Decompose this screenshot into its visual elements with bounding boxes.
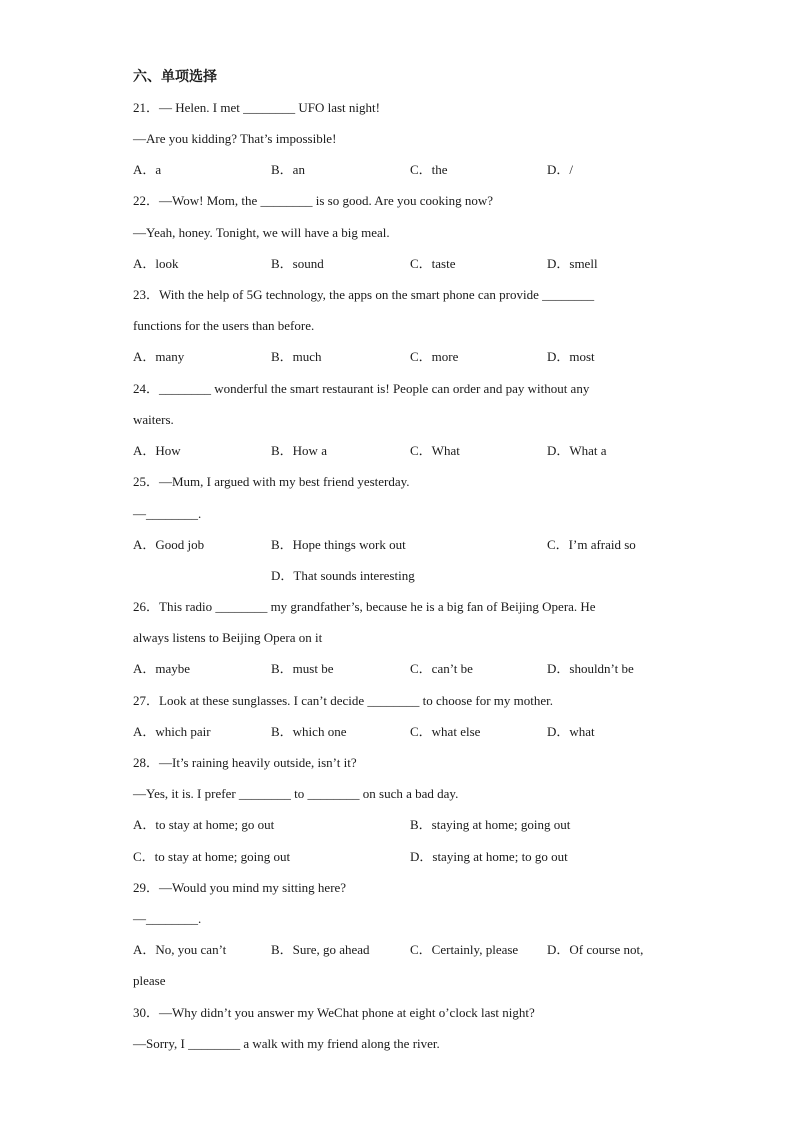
q28-option-b[interactable]: B．staying at home; going out bbox=[410, 817, 571, 832]
question-23-stem: 23．With the help of 5G technology, the apps on the smart phone can provide ________ bbox=[133, 287, 595, 302]
section-title: 六、单项选择 bbox=[133, 69, 217, 85]
q29-option-c[interactable]: C．Certainly, please bbox=[410, 942, 519, 957]
question-24-stem-cont: waiters. bbox=[133, 412, 174, 427]
q24-option-b[interactable]: B．How a bbox=[271, 443, 327, 458]
q26-option-d[interactable]: D．shouldn’t be bbox=[547, 661, 634, 676]
question-23-stem-cont: functions for the users than before. bbox=[133, 318, 315, 333]
q21-option-d[interactable]: D．/ bbox=[547, 162, 574, 177]
q28-option-c[interactable]: C．to stay at home; going out bbox=[133, 849, 291, 864]
q21-option-b[interactable]: B．an bbox=[271, 162, 305, 177]
q29-option-b[interactable]: B．Sure, go ahead bbox=[271, 942, 370, 957]
q25-option-d[interactable]: D．That sounds interesting bbox=[271, 568, 415, 583]
q25-option-a[interactable]: A．Good job bbox=[133, 537, 205, 552]
question-22-stem: 22．—Wow! Mom, the ________ is so good. Are you cooking now? bbox=[133, 193, 494, 208]
q22-option-d[interactable]: D．smell bbox=[547, 256, 598, 271]
q29-option-d[interactable]: D．Of course not, bbox=[547, 942, 644, 957]
q24-option-d[interactable]: D．What a bbox=[547, 443, 607, 458]
q25-option-c[interactable]: C．I’m afraid so bbox=[547, 537, 636, 552]
q22-option-c[interactable]: C．taste bbox=[410, 256, 456, 271]
question-24-stem: 24．________ wonderful the smart restaurant is! People can order and pay without any bbox=[133, 381, 590, 396]
q21-option-c[interactable]: C．the bbox=[410, 162, 448, 177]
q21-option-a[interactable]: A．a bbox=[133, 162, 162, 177]
q22-option-b[interactable]: B．sound bbox=[271, 256, 324, 271]
question-25-stem: 25．—Mum, I argued with my best friend yesterday. bbox=[133, 474, 410, 489]
question-21-stem: 21．— Helen. I met ________ UFO last night! bbox=[133, 100, 380, 115]
q23-option-a[interactable]: A．many bbox=[133, 349, 185, 364]
q26-option-a[interactable]: A．maybe bbox=[133, 661, 191, 676]
q29-option-d-cont: please bbox=[133, 973, 166, 988]
q29-option-a[interactable]: A．No, you can’t bbox=[133, 942, 227, 957]
q26-option-b[interactable]: B．must be bbox=[271, 661, 334, 676]
question-26-stem-cont: always listens to Beijing Opera on it bbox=[133, 630, 323, 645]
question-21-response: —Are you kidding? That’s impossible! bbox=[133, 131, 337, 146]
q23-option-d[interactable]: D．most bbox=[547, 349, 595, 364]
question-29-response: —________. bbox=[133, 911, 202, 926]
q22-option-a[interactable]: A．look bbox=[133, 256, 179, 271]
q27-option-c[interactable]: C．what else bbox=[410, 724, 481, 739]
q23-option-b[interactable]: B．much bbox=[271, 349, 322, 364]
question-30-stem: 30．—Why didn’t you answer my WeChat phone at eight o’clock last night? bbox=[133, 1005, 535, 1020]
q27-option-d[interactable]: D．what bbox=[547, 724, 595, 739]
q26-option-c[interactable]: C．can’t be bbox=[410, 661, 473, 676]
question-29-stem: 29．—Would you mind my sitting here? bbox=[133, 880, 347, 895]
q24-option-c[interactable]: C．What bbox=[410, 443, 460, 458]
q28-option-a[interactable]: A．to stay at home; go out bbox=[133, 817, 275, 832]
question-30-response: —Sorry, I ________ a walk with my friend along the river. bbox=[133, 1036, 440, 1051]
q24-option-a[interactable]: A．How bbox=[133, 443, 181, 458]
question-28-stem: 28．—It’s raining heavily outside, isn’t it? bbox=[133, 755, 357, 770]
question-26-stem: 26．This radio ________ my grandfather’s, because he is a big fan of Beijing Opera. He bbox=[133, 599, 596, 614]
question-25-response: —________. bbox=[133, 506, 202, 521]
question-27-stem: 27．Look at these sunglasses. I can’t decide ________ to choose for my mother. bbox=[133, 693, 554, 708]
q25-option-b[interactable]: B．Hope things work out bbox=[271, 537, 406, 552]
question-28-response: —Yes, it is. I prefer ________ to ________ on such a bad day. bbox=[133, 786, 459, 801]
q27-option-a[interactable]: A．which pair bbox=[133, 724, 211, 739]
q28-option-d[interactable]: D．staying at home; to go out bbox=[410, 849, 568, 864]
question-22-response: —Yeah, honey. Tonight, we will have a big meal. bbox=[133, 225, 390, 240]
q23-option-c[interactable]: C．more bbox=[410, 349, 459, 364]
q27-option-b[interactable]: B．which one bbox=[271, 724, 347, 739]
